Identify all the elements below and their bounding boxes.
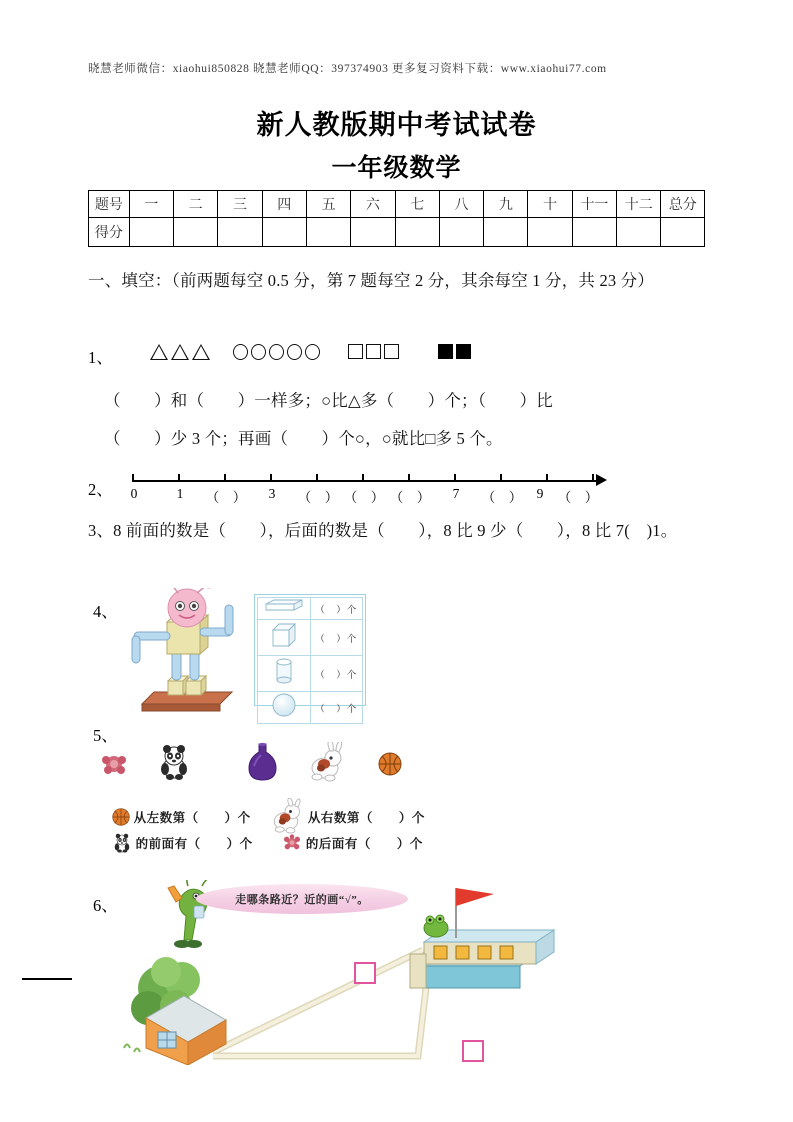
score-cell-11[interactable] — [572, 218, 616, 247]
score-cell-9[interactable] — [484, 218, 528, 247]
score-table-col-6: 六 — [351, 191, 395, 218]
question-2-number-line — [88, 470, 713, 510]
number-line-tick — [546, 474, 548, 481]
score-cell-3[interactable] — [218, 218, 262, 247]
number-line-tick — [132, 474, 134, 481]
number-line-label-8[interactable]: （ ） — [481, 490, 523, 505]
rabbit-icon — [268, 798, 304, 834]
number-line-label-2[interactable]: （ ） — [205, 490, 247, 505]
number-line-label-0: 0 — [130, 486, 138, 501]
score-cell-8[interactable] — [439, 218, 483, 247]
vase-icon — [249, 743, 276, 780]
flower-icon — [282, 832, 302, 852]
question-1-line-1: （ ）和（ ）一样多；○比△多（ ）个；（ ）比 — [104, 391, 554, 410]
table-row-cylinder — [258, 656, 363, 692]
score-table-col-8: 八 — [439, 191, 483, 218]
score-table-col-10: 十 — [528, 191, 572, 218]
question-4-shape-table — [254, 594, 366, 715]
score-table — [88, 190, 705, 247]
number-line-tick — [316, 474, 318, 481]
filled-square-icon — [438, 344, 453, 359]
question-4-number: 4、 — [93, 602, 118, 621]
question-6-number: 6、 — [93, 896, 118, 915]
square-icon — [366, 344, 381, 359]
sphere-icon-cell — [258, 692, 311, 724]
question-5-line-2 — [112, 832, 423, 853]
circle-group — [233, 344, 320, 360]
question-1-shapes — [88, 342, 713, 368]
score-table-total-label: 总分 — [661, 191, 705, 218]
triangle-icon — [192, 344, 210, 360]
flower-icon — [102, 756, 126, 774]
cylinder-icon — [273, 656, 295, 686]
question-5-text-2b: 的后面有（ ）个 — [305, 837, 423, 851]
square-group — [348, 344, 399, 359]
speech-bubble-text: 走哪条路近？近的画“√”。 — [235, 894, 369, 906]
table-row-cuboid — [258, 598, 363, 620]
footer-rule — [22, 978, 72, 980]
number-line-label-7: 7 — [452, 486, 460, 501]
score-table-col-5: 五 — [306, 191, 350, 218]
table-row-sphere — [258, 692, 363, 724]
page-title: 新人教版期中考试试卷 — [256, 110, 537, 141]
panda-icon — [161, 745, 187, 780]
number-line-arrow-icon — [596, 474, 607, 486]
number-line-tick — [224, 474, 226, 481]
question-5-text-2a: 的前面有（ ）个 — [135, 837, 253, 851]
number-line-tick — [362, 474, 364, 481]
sphere-answer-blank[interactable]: （ ）个 — [310, 692, 363, 724]
cylinder-answer-blank[interactable]: （ ）个 — [310, 656, 363, 692]
circle-icon — [269, 344, 284, 360]
cylinder-icon-cell — [258, 656, 311, 692]
question-5-text-1a: 从左数第（ ）个 — [133, 811, 251, 825]
number-line-tick — [454, 474, 456, 481]
number-line-tick — [500, 474, 502, 481]
score-cell-1[interactable] — [129, 218, 173, 247]
table-row-scores — [89, 218, 705, 247]
number-line-label-1: 1 — [176, 486, 184, 501]
rabbit-icon — [312, 742, 342, 781]
score-table-col-4: 四 — [262, 191, 306, 218]
frog-on-school-icon — [424, 915, 448, 937]
circle-icon — [251, 344, 266, 360]
score-table-col-1: 一 — [129, 191, 173, 218]
question-3-text: 3、8 前面的数是（ ），后面的数是（ ），8 比 9 少（ ），8 比 7( )1。 — [88, 521, 678, 540]
number-line-axis — [132, 480, 597, 482]
watermark-header: 晓慧老师微信：xiaohui850828 晓慧老师QQ：397374903 更多复习资料下载：www.xiaohui77.com — [88, 63, 607, 75]
page-subtitle: 一年级数学 — [331, 153, 462, 182]
sphere-icon — [271, 692, 297, 718]
number-line-tick — [270, 474, 272, 481]
cube-icon — [269, 620, 299, 650]
score-cell-7[interactable] — [395, 218, 439, 247]
number-line-label-10[interactable]: （ ） — [557, 490, 599, 505]
question-2-number: 2、 — [88, 480, 113, 499]
square-icon — [384, 344, 399, 359]
number-line-label-4[interactable]: （ ） — [297, 490, 339, 505]
score-cell-4[interactable] — [262, 218, 306, 247]
cube-answer-blank[interactable]: （ ）个 — [310, 620, 363, 656]
score-table-row-label-2: 得分 — [89, 218, 130, 247]
question-5-text-1b: 从右数第（ ）个 — [307, 811, 425, 825]
question-1-line-2: （ ）少 3 个；再画（ ）个○，○就比□多 5 个。 — [104, 429, 503, 448]
question-6-scene — [118, 880, 598, 1065]
circle-icon — [305, 344, 320, 360]
cuboid-icon-cell — [258, 598, 311, 620]
score-table-col-3: 三 — [218, 191, 262, 218]
square-icon — [348, 344, 363, 359]
school-icon — [410, 930, 554, 988]
number-line-label-5[interactable]: （ ） — [343, 490, 385, 505]
score-cell-12[interactable] — [617, 218, 661, 247]
number-line-label-9: 9 — [536, 486, 544, 501]
table-row-question-numbers — [89, 191, 705, 218]
basketball-icon — [112, 808, 130, 826]
route-checkbox-lower[interactable] — [462, 1040, 484, 1062]
basketball-icon — [379, 753, 401, 775]
question-5-number: 5、 — [93, 726, 118, 745]
score-cell-total[interactable] — [661, 218, 705, 247]
score-cell-2[interactable] — [173, 218, 217, 247]
triangle-group — [150, 344, 210, 360]
circle-icon — [287, 344, 302, 360]
triangle-icon — [171, 344, 189, 360]
number-line-tick — [178, 474, 180, 481]
filled-square-group — [438, 344, 471, 359]
question-5-line-1 — [112, 798, 425, 834]
score-table-row-label-1: 题号 — [89, 191, 130, 218]
score-cell-5[interactable] — [306, 218, 350, 247]
cuboid-icon — [264, 598, 304, 614]
score-table-col-11: 十一 — [572, 191, 616, 218]
score-table-col-7: 七 — [395, 191, 439, 218]
circle-icon — [233, 344, 248, 360]
score-cell-6[interactable] — [351, 218, 395, 247]
score-table-col-2: 二 — [173, 191, 217, 218]
number-line-label-3: 3 — [268, 486, 276, 501]
filled-square-icon — [456, 344, 471, 359]
number-line-tick — [408, 474, 410, 481]
section-heading-fill-in-blank: 一、填空：（前两题每空 0.5 分，第 7 题每空 2 分，其余每空 1 分，共 23 分） — [88, 271, 655, 290]
score-cell-10[interactable] — [528, 218, 572, 247]
robot-illustration — [120, 588, 250, 716]
number-line-label-6[interactable]: （ ） — [389, 490, 431, 505]
table-row-cube — [258, 620, 363, 656]
question-1-number: 1、 — [88, 348, 113, 367]
triangle-icon — [150, 344, 168, 360]
route-checkbox-upper[interactable] — [354, 962, 376, 984]
cuboid-answer-blank[interactable]: （ ）个 — [310, 598, 363, 620]
question-5-item-row — [100, 742, 440, 782]
number-line-tick — [592, 474, 594, 481]
cube-icon-cell — [258, 620, 311, 656]
score-table-col-12: 十二 — [617, 191, 661, 218]
score-table-col-9: 九 — [484, 191, 528, 218]
panda-icon — [112, 833, 132, 853]
